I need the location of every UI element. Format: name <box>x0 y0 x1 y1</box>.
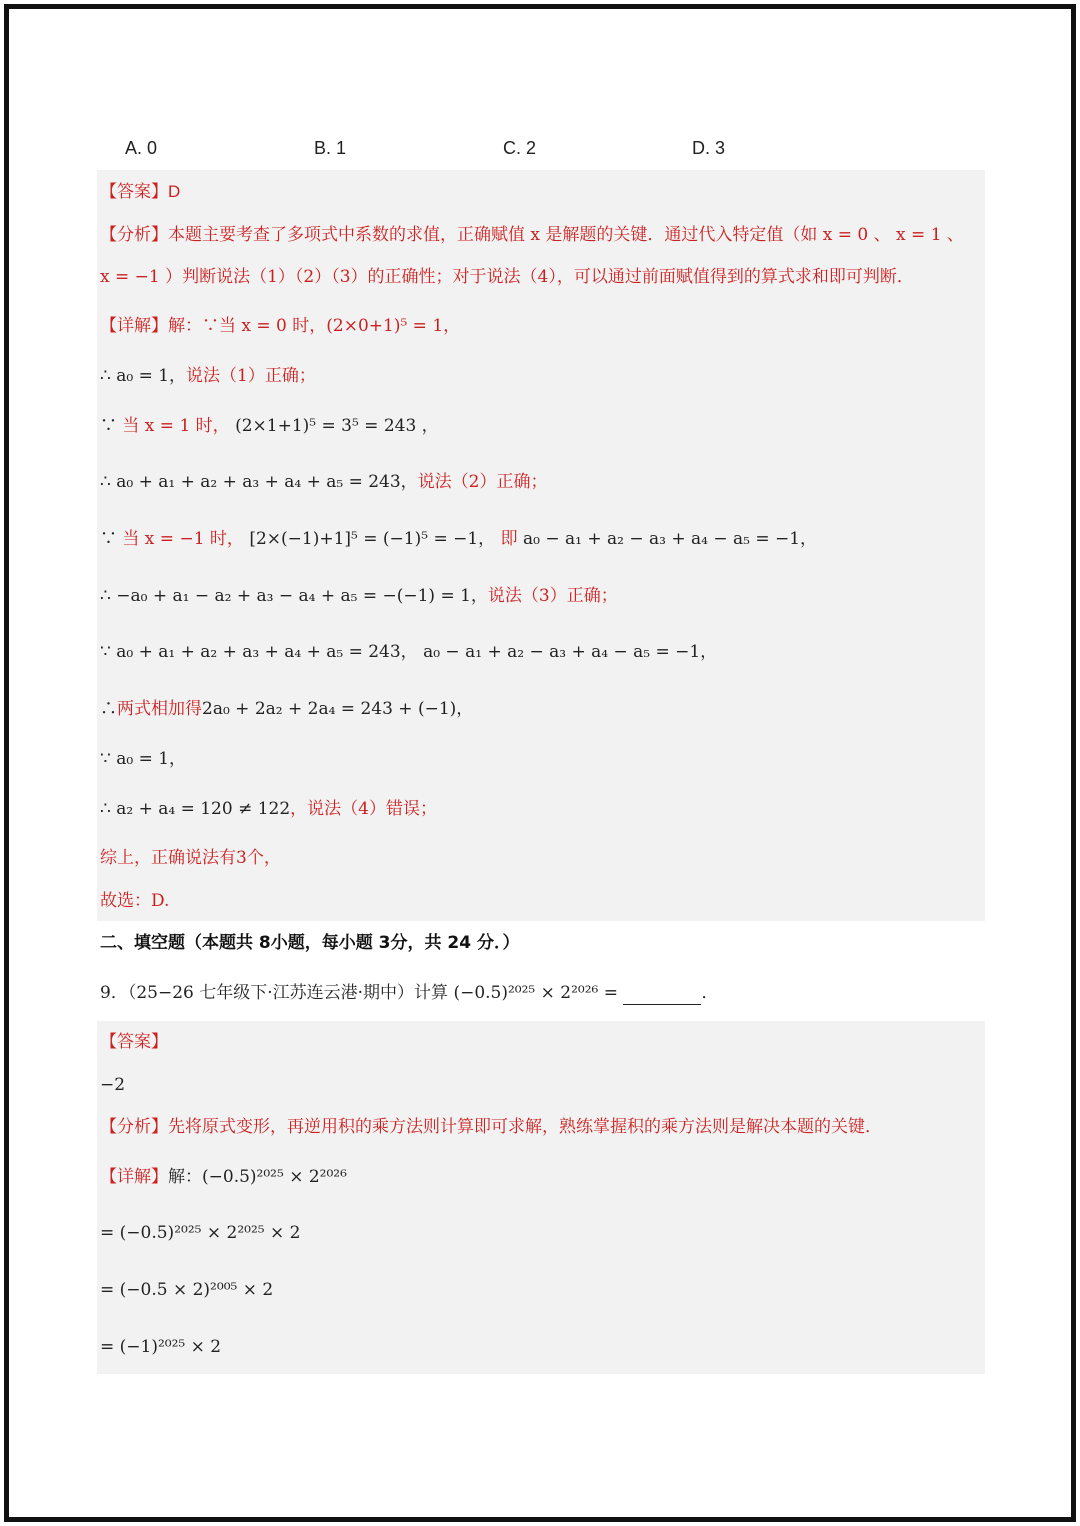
question-text: 9．（25−26 七年级下·江苏连云港·期中）计算 (−0.5)²⁰²⁵ × 2²⁰²⁶ = <box>100 983 619 1003</box>
q9-stem <box>100 981 718 1005</box>
q9-detail <box>100 1165 347 1189</box>
option-b: B. 1 <box>314 138 347 158</box>
step-math: 2a₀ + 2a₂ + 2a₄ = 243 + (−1)， <box>202 699 474 719</box>
q8-choice: 故选：D. <box>100 891 170 911</box>
step-math: [2×(−1)+1]⁵ = (−1)⁵ = −1， <box>249 529 496 549</box>
step-math: ∴ −a₀ + a₁ − a₂ + a₃ − a₄ + a₅ = −(−1) = 1， <box>100 586 488 606</box>
q9-answer-label: 【答案】 <box>100 1032 168 1052</box>
step-math: a₀ − a₁ + a₂ − a₃ + a₄ − a₅ = −1， <box>522 529 818 549</box>
detail-label: 【详解】 <box>100 1167 168 1187</box>
analysis-text: 本题主要考查了多项式中系数的求值，正确赋值 x 是解题的关键．通过代入特定值（如 x = 0 、 x = 1 、 <box>168 225 964 245</box>
option-d: D. 3 <box>692 138 726 158</box>
option-c: C. 2 <box>503 138 537 158</box>
analysis-label: 【分析】 <box>100 225 168 245</box>
q8-step-5 <box>100 527 817 551</box>
step-math: ∴ a₂ + a₄ = 120 ≠ 122 <box>100 799 291 819</box>
step-math: (2×1+1)⁵ = 3⁵ = 243 ， <box>235 416 439 436</box>
step-text: 当 x = 1 时， <box>122 416 230 436</box>
step-text: 说法（1）正确； <box>186 366 316 386</box>
answer-label: 【答案】 <box>100 182 168 202</box>
q8-step-6 <box>100 584 618 608</box>
q8-summary: 综上，正确说法有3个， <box>100 848 281 868</box>
q8-answer <box>100 180 180 204</box>
q8-analysis-line-2: x = −1 ）判断说法（1）（2）（3）的正确性；对于说法（4），可以通过前面赋值得到的算式求和即可判断． <box>100 267 914 287</box>
q8-analysis-line-1 <box>100 223 964 247</box>
q9-answer-value: −2 <box>100 1075 126 1095</box>
analysis-text: 先将原式变形，再逆用积的乘方法则计算即可求解，熟练掌握积的乘方法则是解决本题的关键． <box>168 1117 882 1137</box>
step-text: 两式相加得 <box>117 699 202 719</box>
step-math: ∴ a₀ + a₁ + a₂ + a₃ + a₄ + a₅ = 243， <box>100 472 418 492</box>
q8-step-8 <box>100 697 473 721</box>
because-symbol: ∵ <box>100 416 117 436</box>
solution-box-q9 <box>97 1021 985 1374</box>
detail-text: 解：∵当 x = 0 时，(2×0+1)⁵ = 1， <box>168 316 461 336</box>
q9-step-3: = (−0.5 × 2)²⁰⁰⁵ × 2 <box>100 1280 274 1300</box>
q9-analysis <box>100 1115 882 1139</box>
detail-text: 解：(−0.5)²⁰²⁵ × 2²⁰²⁶ <box>168 1167 347 1187</box>
step-text: 说法（3）正确； <box>487 586 618 606</box>
step-text: 即 <box>500 529 518 549</box>
question-end: ． <box>701 983 719 1003</box>
because-symbol: ∵ <box>100 529 117 549</box>
q8-detail <box>100 314 460 338</box>
answer-value: D <box>168 182 181 201</box>
step-text: 当 x = −1 时， <box>122 529 244 549</box>
q8-step-4 <box>100 470 548 494</box>
q8-step-2 <box>100 364 316 388</box>
choice-options <box>0 138 1080 164</box>
analysis-label: 【分析】 <box>100 1117 168 1137</box>
step-text: 说法（2）正确； <box>417 472 548 492</box>
q8-step-10 <box>100 797 437 821</box>
step-math: ∴ a₀ = 1， <box>100 366 187 386</box>
step-text: ，说法（4）错误； <box>290 799 437 819</box>
q8-step-9: ∵ a₀ = 1， <box>100 749 187 769</box>
q9-step-4: = (−1)²⁰²⁵ × 2 <box>100 1337 222 1357</box>
q8-step-7: ∵ a₀ + a₁ + a₂ + a₃ + a₄ + a₅ = 243， a₀ − a₁ + a₂ − a₃ + a₄ − a₅ = −1， <box>100 642 718 662</box>
option-a: A. 0 <box>125 138 158 158</box>
therefore-symbol: ∴ <box>100 699 117 719</box>
q9-step-2: = (−0.5)²⁰²⁵ × 2²⁰²⁵ × 2 <box>100 1223 301 1243</box>
detail-label: 【详解】 <box>100 316 168 336</box>
q8-step-3 <box>100 414 439 438</box>
answer-blank <box>623 987 701 1005</box>
section-2-title: 二、填空题（本题共 8小题，每小题 3分，共 24 分．） <box>100 933 520 953</box>
